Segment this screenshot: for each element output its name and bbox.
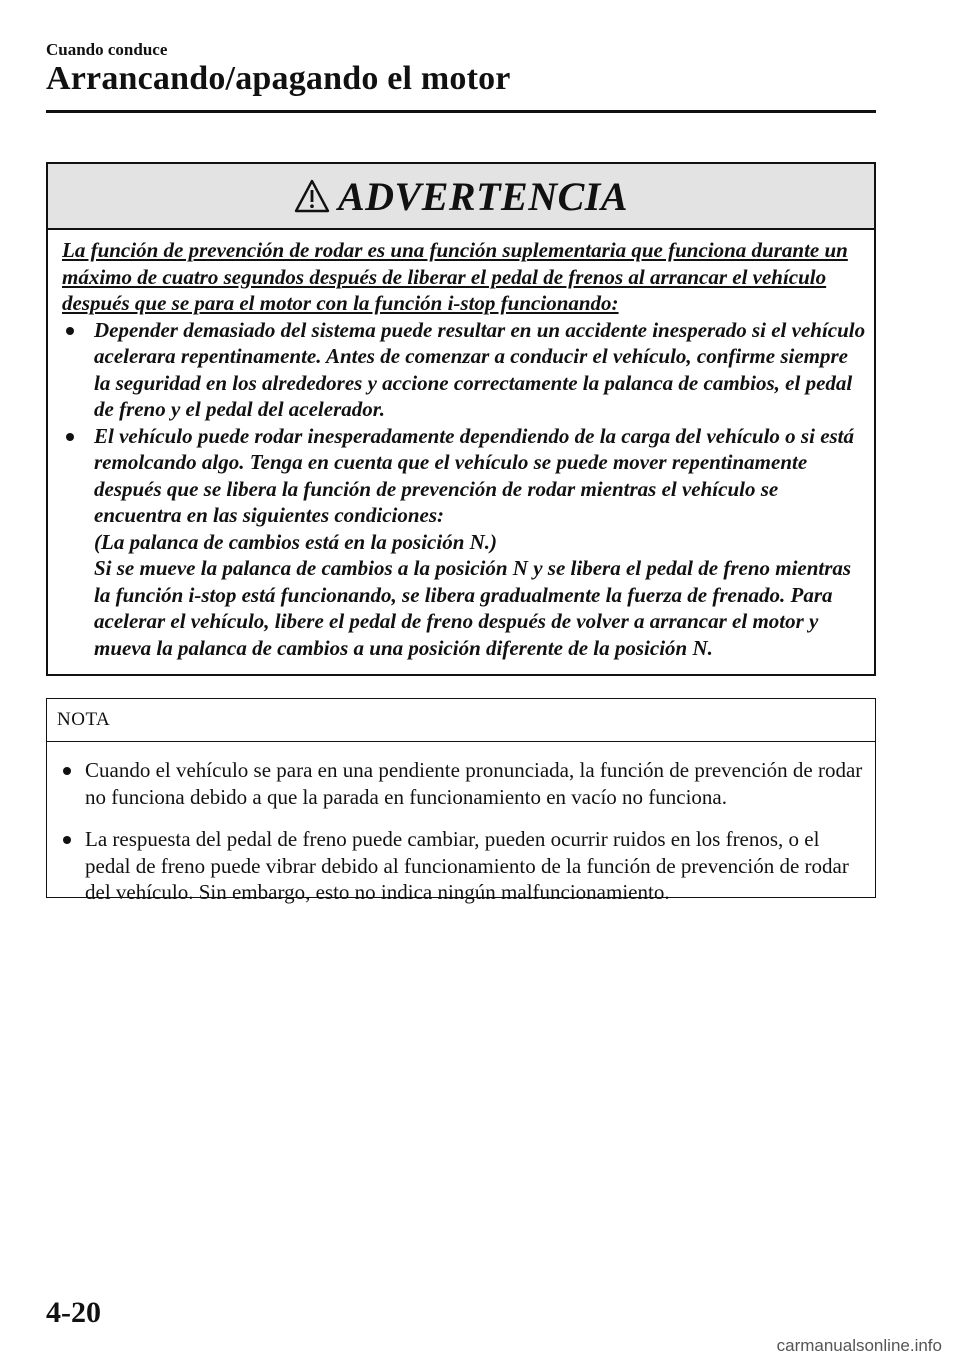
warning-body [48, 230, 874, 661]
note-title: NOTA [47, 699, 875, 742]
note-body [47, 742, 875, 906]
warning-triangle-icon [294, 179, 330, 213]
warning-item-text: Depender demasiado del sistema puede resultar en un accidente inesperado si el vehículo acelerara repentinamente. Antes de comenzar a conducir el vehículo, confirme siempre la seguridad en los alrededores y accione correctamente la palanca de cambios, el pedal de freno y el pedal del acelerador. [94, 317, 866, 421]
warning-list [62, 317, 866, 662]
warning-title: ADVERTENCIA [337, 173, 629, 219]
watermark: carmanualsonline.info [776, 1336, 942, 1355]
bullet-icon [63, 836, 71, 844]
page-title: Arrancando/apagando el motor [46, 60, 511, 97]
section-label: Cuando conduce [46, 40, 168, 59]
title-divider [46, 110, 876, 113]
warning-header [48, 164, 874, 230]
bullet-icon [66, 433, 74, 441]
page-number: 4-20 [46, 1296, 101, 1329]
warning-item-condition: (La palanca de cambios está en la posición N.) [94, 529, 498, 554]
note-item-text: La respuesta del pedal de freno puede cambiar, pueden ocurrir ruidos en los frenos, o el pedal de freno puede vibrar debido al funcionamiento de la función de prevención de rodar del vehículo. Sin embargo, esto no indica ningún malfuncionamiento. [85, 827, 849, 904]
note-item [61, 757, 865, 810]
warning-item [62, 317, 866, 423]
warning-intro: La función de prevención de rodar es una función suplementaria que funciona durante un máximo de cuatro segundos después de liberar el pedal de frenos al arrancar el vehículo después que se para el motor con la función i-stop funcionando: [62, 238, 848, 315]
warning-item-detail: Si se mueve la palanca de cambios a la posición N y se libera el pedal de freno mientras la función i-stop está funcionando, se libera gradualmente la fuerza de frenado. Para acelerar el vehículo, libere el pedal de freno después de volver a arrancar el motor y mueva la palanca de cambios a una posición diferente de la posición N. [94, 556, 852, 660]
warning-item-text: El vehículo puede rodar inesperadamente dependiendo de la carga del vehículo o si está remolcando algo. Tenga en cuenta que el vehículo se puede mover repentinamente después que se libera la función de prevención de rodar mientras el vehículo se encuentra en las siguientes condiciones: [94, 423, 855, 527]
note-item [61, 826, 865, 906]
bullet-icon [63, 767, 71, 775]
warning-item [62, 423, 866, 662]
bullet-icon [66, 327, 74, 335]
note-item-text: Cuando el vehículo se para en una pendiente pronunciada, la función de prevención de rodar no funciona debido a que la parada en funcionamiento en vacío no funciona. [85, 758, 863, 809]
note-box [46, 698, 876, 904]
warning-box [46, 162, 876, 676]
